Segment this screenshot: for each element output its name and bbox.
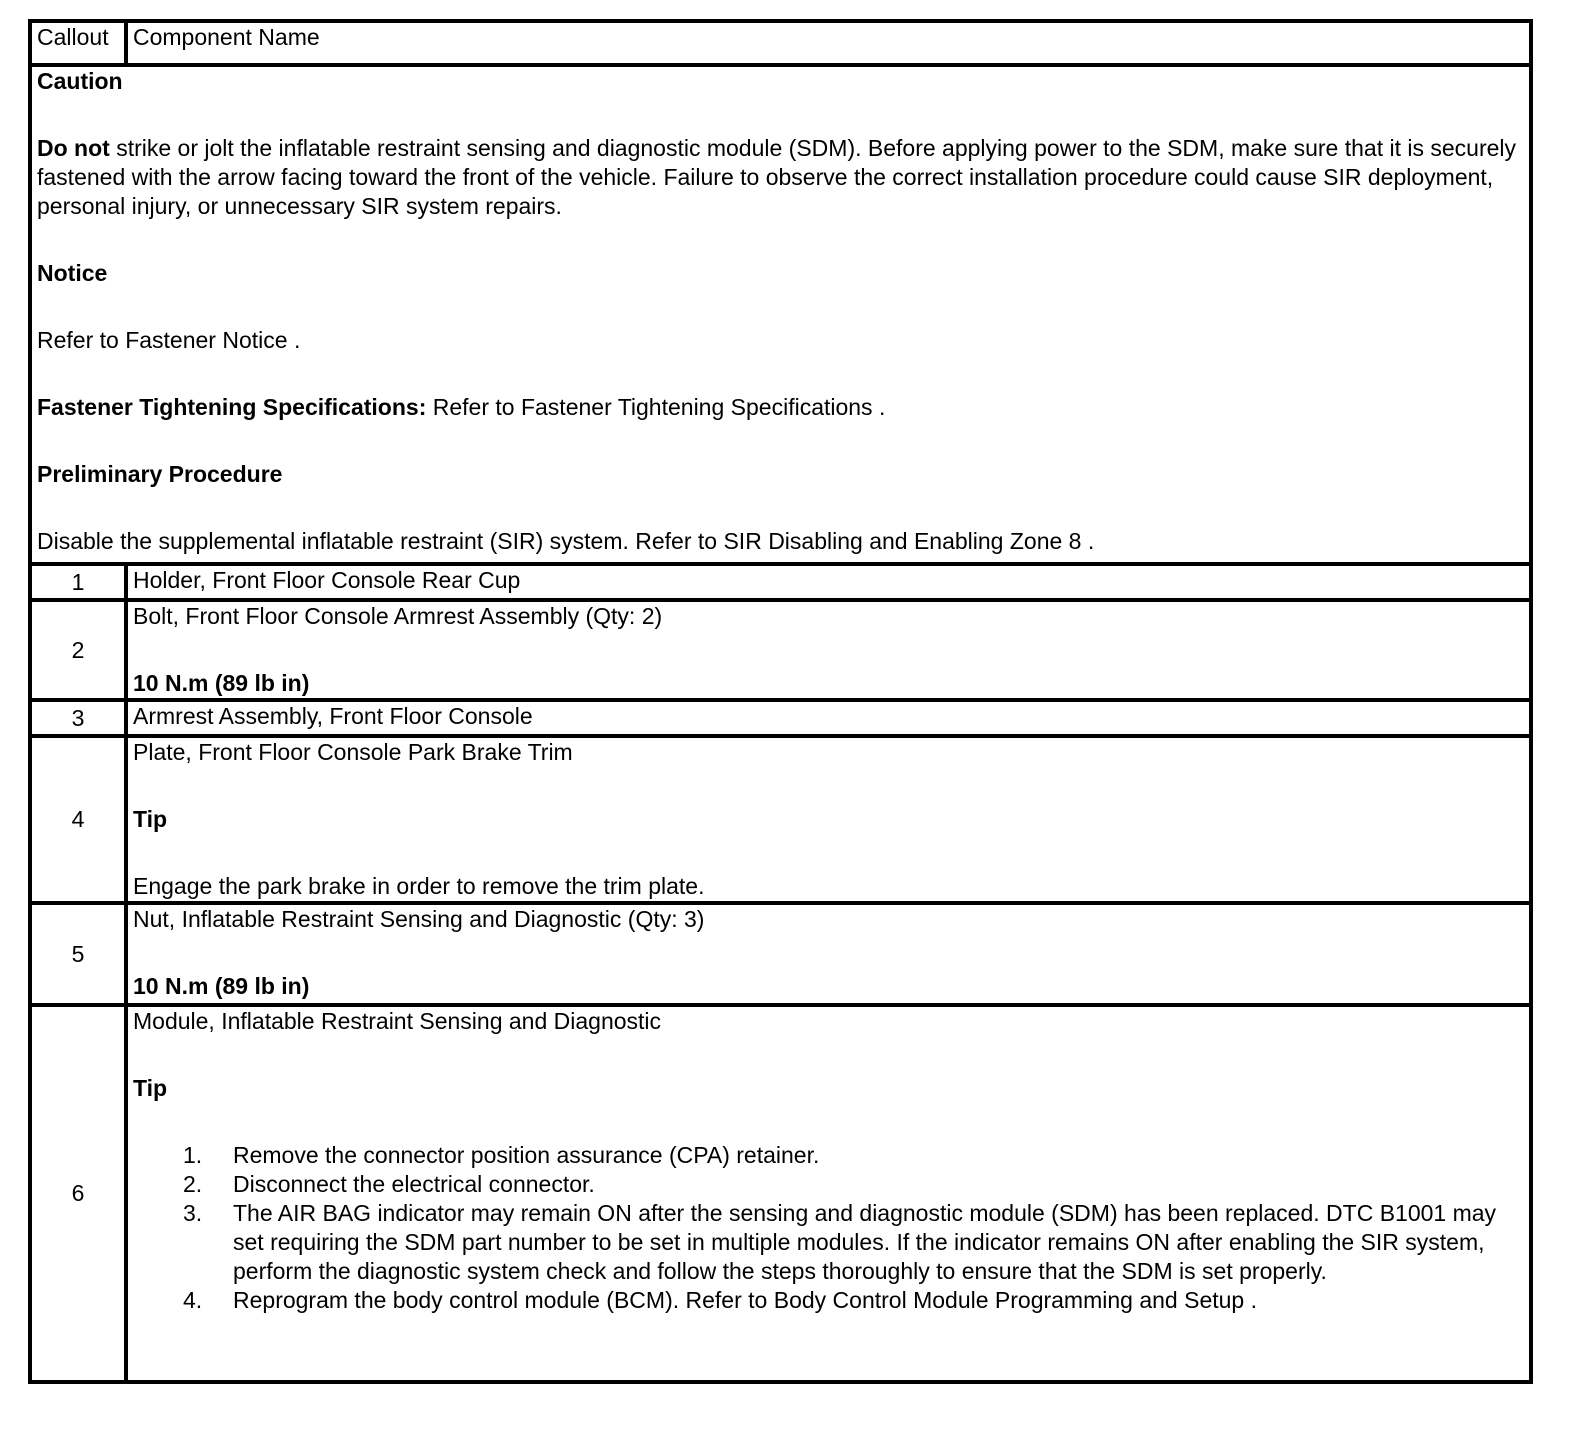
tip-step: Disconnect the electrical connector. (233, 1171, 595, 1197)
preamble-row (30, 65, 1531, 564)
component-cell (126, 903, 1531, 1005)
component-cell (126, 600, 1531, 700)
table-row (30, 903, 1531, 1005)
component-cell (126, 736, 1531, 903)
component-name: Holder, Front Floor Console Rear Cup (126, 564, 1531, 600)
component-name-column-header: Component Name (126, 21, 1531, 65)
component-name: Bolt, Front Floor Console Armrest Assembly (Qty: 2) (133, 603, 663, 629)
callout-number: 5 (30, 903, 126, 1005)
table-row (30, 564, 1531, 600)
callout-number: 6 (30, 1005, 126, 1382)
component-cell (126, 1005, 1531, 1382)
caution-body: strike or jolt the inflatable restraint sensing and diagnostic module (SDM). Before applying power to the SDM, make sure that it is securely fastened with the arrow facing toward the front of the vehicle. Failure to observe the correct installation procedure could cause SIR deployment, personal injury, or unnecessary SIR system repairs. (37, 135, 1517, 219)
tip-title: Tip (133, 1075, 168, 1101)
caution-emphasis: Do not (37, 135, 110, 161)
component-name: Plate, Front Floor Console Park Brake Trim (133, 739, 573, 765)
table-row (30, 600, 1531, 700)
torque-spec: 10 N.m (89 lb in) (133, 670, 310, 696)
caution-text (37, 134, 1524, 221)
fastener-spec-text: Refer to Fastener Tightening Specifications . (432, 394, 886, 420)
callout-number: 1 (30, 564, 126, 600)
table-row (30, 736, 1531, 903)
table-row (30, 1005, 1531, 1382)
caution-title: Caution (37, 68, 123, 94)
component-name: Module, Inflatable Restraint Sensing and Diagnostic (133, 1008, 662, 1034)
callout-number: 4 (30, 736, 126, 903)
preliminary-text: Disable the supplemental inflatable restraint (SIR) system. Refer to SIR Disabling and Enabling Zone 8 . (37, 528, 1095, 554)
component-name: Nut, Inflatable Restraint Sensing and Diagnostic (Qty: 3) (133, 906, 705, 932)
torque-spec: 10 N.m (89 lb in) (133, 973, 310, 999)
notice-title: Notice (37, 260, 108, 286)
component-table (28, 19, 1533, 1384)
callout-column-header: Callout (30, 21, 126, 65)
component-name: Armrest Assembly, Front Floor Console (126, 700, 1531, 736)
tip-step: Reprogram the body control module (BCM). Refer to Body Control Module Programming and Setup . (233, 1287, 1257, 1313)
notice-text: Refer to Fastener Notice . (37, 327, 301, 353)
tip-text: Engage the park brake in order to remove the trim plate. (133, 873, 705, 899)
tip-step: Remove the connector position assurance (CPA) retainer. (233, 1142, 820, 1168)
callout-number: 3 (30, 700, 126, 736)
table-header-row (30, 21, 1531, 65)
fastener-spec-label: Fastener Tightening Specifications: (37, 394, 427, 420)
tip-step: The AIR BAG indicator may remain ON after the sensing and diagnostic module (SDM) has been replaced. DTC B1001 may set requiring the SDM part number to be set in multiple modules. If the indicator remains ON after enabling the SIR system, perform the diagnostic system check and follow the steps thoroughly to ensure that the SDM is set properly. (233, 1200, 1497, 1284)
callout-number: 2 (30, 600, 126, 700)
fastener-spec (37, 393, 1524, 422)
tip-title: Tip (133, 806, 168, 832)
preamble-cell (30, 65, 1531, 564)
table-row (30, 700, 1531, 736)
preliminary-title: Preliminary Procedure (37, 461, 283, 487)
tip-steps-list (133, 1141, 1524, 1315)
